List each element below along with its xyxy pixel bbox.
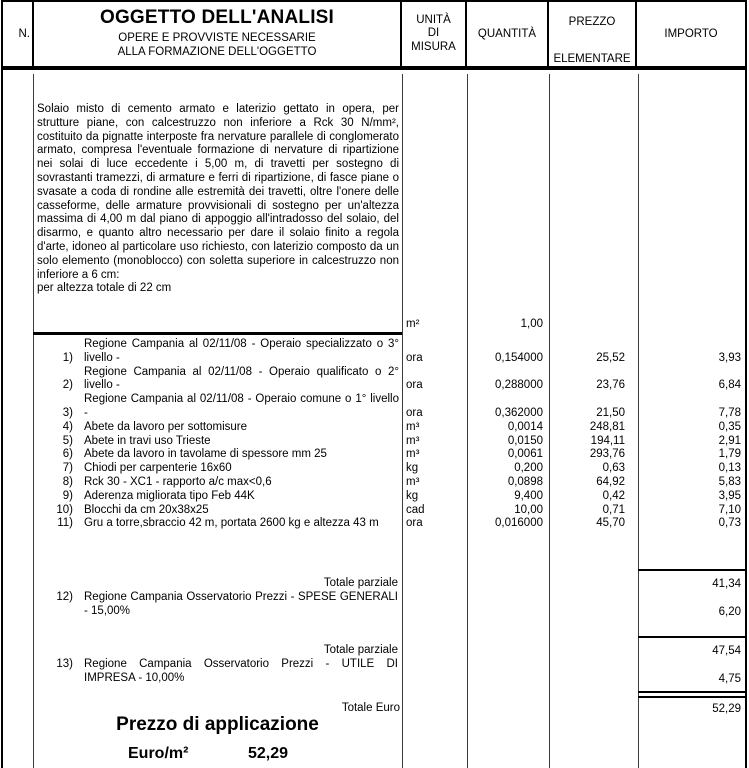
item-unit: kg [406, 489, 419, 502]
component-items-list [33, 338, 746, 531]
item-quantity: 0,0061 [507, 448, 543, 461]
item-number: 6) [62, 448, 73, 461]
component-item-row [33, 448, 746, 462]
component-item-row [33, 476, 746, 490]
work-description-block [37, 103, 399, 296]
item-quantity: 0,200 [514, 462, 543, 475]
base-unit-value: m² [406, 318, 420, 330]
unit-header-line1: UNITÀ [416, 13, 451, 26]
item-description: Regione Campania al 02/11/08 - Operaio comune o 1° livello - [84, 393, 399, 419]
item-amount: 0,35 [718, 420, 741, 433]
item-description: Regione Campania al 02/11/08 - Operaio qualificato o 2° livello - [84, 365, 399, 392]
component-item-row [33, 421, 746, 435]
price-header-line2: ELEMENTARE [553, 53, 631, 65]
analysis-object-title: OGGETTO DELL'ANALISI [99, 7, 335, 28]
item-number: 10) [56, 503, 73, 516]
item-unit: ora [406, 406, 423, 419]
item-description: Aderenza migliorata tipo Feb 44K [84, 489, 255, 502]
grand-total-label: Totale Euro [341, 702, 400, 714]
item-number: 3) [62, 406, 73, 419]
item-description: Abete da lavoro in tavolame di spessore mm 25 [84, 448, 327, 461]
item-number: 1) [62, 351, 73, 364]
component-item-row [33, 490, 746, 504]
component-item-row [33, 393, 746, 421]
item-unit-price: 0,63 [602, 462, 625, 475]
header-cell-unit [402, 2, 467, 66]
amount-box1-top-line [638, 569, 746, 571]
item-unit-price: 45,70 [596, 517, 625, 530]
item-unit: m³ [406, 420, 420, 433]
item-description: Regione Campania Osservatorio Prezzi - SPESE GENERALI - 15,00% [84, 591, 398, 617]
amount-header-label: IMPORTO [664, 28, 718, 40]
application-price-value: 52,29 [248, 745, 289, 762]
item-quantity: 0,288000 [495, 379, 543, 392]
price-header-line1: PREZZO [568, 16, 616, 28]
item-number: 9) [62, 489, 73, 502]
item-quantity: 0,362000 [495, 406, 543, 419]
item-unit-price: 194,11 [590, 434, 625, 447]
profit-item-row [33, 658, 398, 686]
item-unit: kg [406, 462, 419, 475]
item-unit: cad [406, 503, 425, 516]
item-quantity: 10,00 [514, 503, 543, 516]
component-item-row [33, 435, 746, 449]
item-unit-price: 25,52 [596, 351, 625, 364]
item-description: Abete in travi uso Trieste [84, 434, 211, 447]
item-amount: 0,13 [718, 462, 741, 475]
unit-header-line3: MISURA [411, 40, 456, 53]
item-description: Gru a torre,sbraccio 42 m, portata 2600 kg e altezza 43 m [84, 517, 379, 530]
subtotal1-label: Totale parziale [323, 577, 398, 589]
item-number: 12) [56, 591, 73, 603]
quantity-header-label: QUANTITÀ [477, 28, 537, 40]
item-description: Chiodi per carpenterie 16x60 [84, 462, 232, 475]
item-quantity: 0,016000 [495, 517, 543, 530]
item-description: Abete da lavoro per sottomisure [84, 420, 248, 433]
item-amount: 7,10 [718, 503, 741, 516]
item-number: 4) [62, 420, 73, 433]
item-quantity: 0,0898 [507, 475, 543, 488]
component-item-row [33, 504, 746, 518]
item-amount: 1,79 [718, 448, 741, 461]
item-unit-price: 64,92 [596, 475, 625, 488]
amount-box2-top-line [638, 636, 746, 638]
item-amount: 7,78 [718, 406, 741, 419]
item-description: Rck 30 - XC1 - rapporto a/c max<0,6 [84, 475, 272, 488]
item-unit: m³ [406, 448, 420, 461]
item-number: 2) [62, 379, 73, 392]
item-unit-price: 21,50 [596, 406, 625, 419]
application-price-unit: Euro/m² [128, 745, 189, 762]
analysis-object-subtitle-1: OPERE E PROVVISTE NECESSARIE [118, 32, 316, 44]
item-description: Regione Campania al 02/11/08 - Operaio specializzato o 3° livello - [84, 338, 399, 364]
item-amount: 0,73 [718, 517, 741, 530]
item-quantity: 0,154000 [495, 351, 543, 364]
component-item-row [33, 462, 746, 476]
header-cell-object [34, 2, 402, 66]
item-unit-price: 0,71 [602, 503, 625, 516]
unit-header-line2: DI [427, 27, 440, 40]
subtotal2-label: Totale parziale [323, 644, 398, 656]
table-left-border [1, 0, 3, 768]
item-unit-price: 23,76 [596, 379, 625, 392]
item-description: Regione Campania Osservatorio Prezzi - UTILE DI IMPRESA - 10,00% [84, 658, 398, 684]
item-number: 7) [62, 462, 73, 475]
item-unit-price: 248,81 [589, 420, 625, 433]
header-cell-unit-price [549, 2, 637, 66]
description-underline [33, 332, 402, 335]
work-description-text: Solaio misto di cemento armato e laterizio gettato in opera, per strutture piane, con calcestruzzo non inferiore a Rck 30 N/mm², costituito da pignatte interposte fra nervature parallele di conglomerato armato, compresa l'eventuale formazione di nervature di ripartizione nei solai di luce eccedente i 5,00 m, di travetti per sostegno di sovrastanti tramezzi, di armature e ferri di ripartizione, di fasce piane o svasate a coda di rondine alle estremità dei travetti, oltre l'onere delle casseforme, delle armature provvisionali di sostegno per un'altezza massima di 4,00 m dal piano di appoggio all'intradosso del solaio, del disarmo, e quanto altro necessario per dare il solaio finito a regola d'arte, idoneo al particolare uso richiesto, con laterizio composto da un solo elemento (monoblocco) con soletta superiore in calcestruzzo non inferiore a 6 cm: [37, 103, 399, 281]
component-item-row [33, 338, 746, 366]
item-unit-price: 0,42 [602, 489, 625, 502]
item-amount: 3,93 [718, 351, 741, 364]
item-amount: 5,83 [718, 475, 741, 488]
item-number: 8) [62, 475, 73, 488]
header-cell-number [3, 2, 34, 66]
table-header [3, 2, 745, 70]
work-description-height-line: per altezza totale di 22 cm [37, 282, 172, 295]
item-description: Blocchi da cm 20x38x25 [84, 503, 209, 516]
item-number: 11) [57, 517, 73, 530]
overhead-amount: 6,20 [718, 606, 741, 618]
item-amount: 2,91 [718, 434, 741, 447]
analysis-object-subtitle-2: ALLA FORMAZIONE DELL'OGGETTO [117, 45, 317, 58]
item-unit: ora [406, 379, 423, 392]
header-number-label: N. [18, 28, 30, 40]
component-item-row [33, 366, 746, 394]
header-cell-quantity [467, 2, 549, 66]
profit-amount: 4,75 [718, 673, 741, 685]
base-quantity-value: 1,00 [520, 318, 543, 330]
overhead-item-row [33, 591, 398, 619]
item-amount: 6,84 [718, 379, 741, 392]
component-item-row [33, 517, 746, 531]
item-unit: ora [406, 517, 423, 530]
item-unit: m³ [406, 475, 420, 488]
item-unit: ora [406, 351, 423, 364]
header-cell-amount [637, 2, 745, 66]
item-quantity: 0,0150 [507, 434, 543, 447]
item-unit: m³ [406, 434, 420, 447]
item-quantity: 0,0014 [507, 420, 543, 433]
item-number: 13) [56, 658, 73, 670]
subtotal1-value: 41,34 [712, 578, 741, 590]
item-unit-price: 293,76 [589, 448, 625, 461]
grand-total-value: 52,29 [712, 703, 741, 715]
subtotal2-value: 47,54 [712, 645, 741, 657]
grand-total-double-line [638, 691, 746, 698]
item-amount: 3,95 [718, 489, 741, 502]
application-price-title: Prezzo di applicazione [116, 714, 319, 735]
item-quantity: 9,400 [514, 489, 543, 502]
item-number: 5) [62, 434, 73, 447]
